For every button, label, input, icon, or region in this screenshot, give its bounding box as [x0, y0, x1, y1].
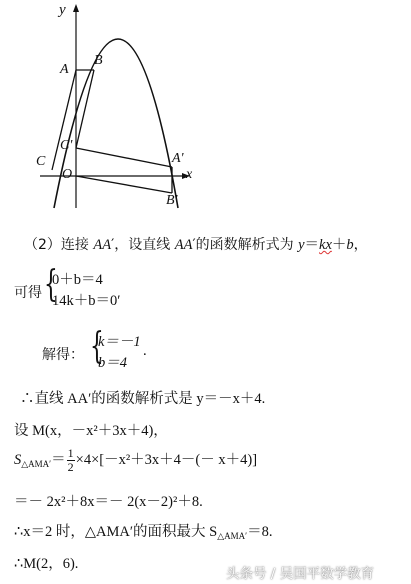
watermark: 头条号 / 吴国平数学教育 — [226, 566, 375, 582]
segment-C-prime-A-prime — [76, 148, 172, 167]
system1-row1: 0＋b＝4 — [52, 272, 103, 288]
system2-row1: k＝－1 — [98, 334, 141, 350]
system2-row2: b＝4 — [98, 355, 127, 371]
step-line-5: 设 M(x，－x²＋3x＋4)， — [14, 423, 168, 439]
segment-O-B-prime — [76, 176, 172, 193]
fraction-half: $\frac{1}{2}$ — [67, 446, 74, 474]
system2-period: . — [143, 343, 147, 359]
step-line-6: $S_{\triangle AMA'}=$ $\frac{1}{2}$ ×4×[－x²＋3x＋4－(－ x＋4)] — [14, 446, 258, 474]
segment-CA — [52, 70, 76, 170]
brace-1: { — [44, 264, 58, 305]
label-A: A — [60, 62, 69, 77]
label-B-prime: B' — [166, 193, 178, 208]
parabola-figure — [0, 0, 240, 215]
label-x: x — [186, 167, 193, 182]
y-axis-arrow — [73, 4, 79, 12]
step-line-8: ∴x＝2 时，△AMA′的面积最大 $S_{\triangle AMA'}=8$. — [14, 524, 273, 541]
label-jiede: 解得： — [42, 347, 84, 363]
label-A-prime: A' — [172, 151, 184, 166]
step-line-9: ∴M(2，6). — [14, 556, 79, 572]
step-line-4: ∴直线 AA′的函数解析式是 y＝－x＋4. — [20, 391, 266, 407]
step-line-1: （2）连接 AA′，设直线 AA′的函数解析式为 y＝kx＋b， — [24, 237, 368, 253]
label-C-prime: C' — [60, 138, 73, 153]
brace-2: { — [90, 326, 104, 367]
label-kede: 可得 — [14, 285, 42, 301]
system1-row2: 14k＋b＝0′ — [52, 293, 121, 309]
segment-BC-prime — [76, 70, 94, 148]
label-y: y — [59, 2, 66, 18]
label-C: C — [36, 154, 46, 169]
label-B: B — [94, 53, 103, 68]
step-line-7: ＝－ 2x²＋8x＝－ 2(x－2)²＋8. — [14, 494, 203, 510]
label-O: O — [62, 167, 73, 182]
